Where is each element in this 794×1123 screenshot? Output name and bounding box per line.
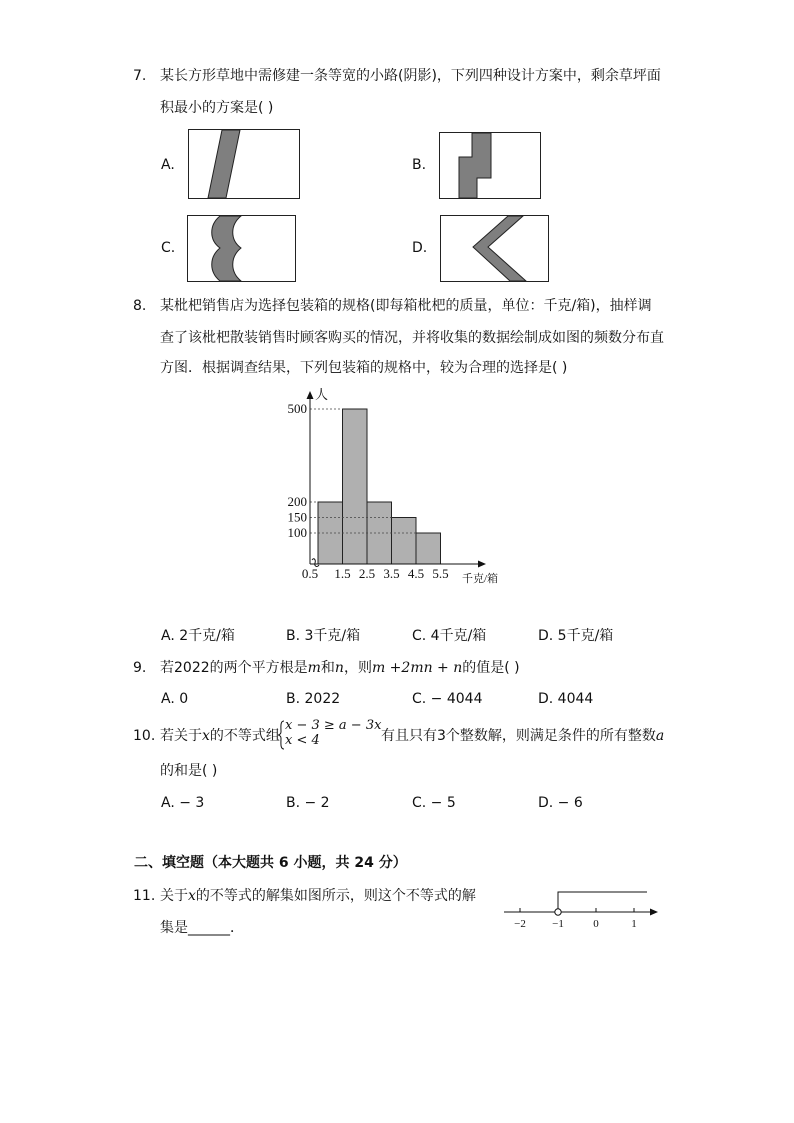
q9-text-and: 和: [320, 660, 335, 676]
q8-option-b: B. 3千克/箱: [286, 628, 361, 644]
y-axis-label: 人: [315, 387, 329, 402]
histogram-bar-2: [343, 409, 368, 564]
q9-option-a: A. 0: [161, 691, 189, 707]
q7-option-b-label: B.: [412, 157, 427, 173]
q8-text-line2: 查了该枇杷散装销售时顾客购买的情况，并将收集的数据绘制成如图的频数分布直: [160, 330, 664, 346]
q8-number: 8.: [133, 298, 147, 314]
q8-option-a: A. 2千克/箱: [161, 628, 235, 644]
y-axis-arrow: [307, 391, 314, 399]
x-axis-arrow: [478, 561, 486, 568]
solution-ray: [558, 892, 647, 908]
q8-option-c: C. 4千克/箱: [412, 628, 487, 644]
q9-text: [160, 658, 520, 678]
q7-text-line1: 某长方形草地中需修建一条等宽的小路(阴影)，下列四种设计方案中，剩余草坪面: [160, 68, 661, 84]
q9-expression: m +2mn + n: [371, 660, 463, 676]
number-line-arrow: [650, 909, 658, 916]
q10-option-c: C. − 5: [412, 795, 456, 811]
x-tick-label-0: 0.5: [301, 566, 319, 581]
q11-text-line1: [160, 886, 476, 906]
q9-number: 9.: [133, 660, 147, 676]
y-tick-label-150: 150: [287, 509, 307, 525]
q9-option-d: D. 4044: [538, 691, 594, 707]
q11-text-pre: 关于: [160, 888, 188, 904]
q11-var-x: x: [188, 888, 196, 904]
x-tick-label-5: 5.5: [432, 566, 449, 581]
q9-text-mid: ，则: [343, 660, 372, 676]
q9-option-c: C. − 4044: [412, 691, 483, 707]
q10-number: 10.: [133, 728, 156, 744]
q10-text-post: [381, 726, 664, 746]
y-tick-label-100: 100: [287, 525, 307, 540]
x-tick-label-1: 1.5: [334, 566, 351, 581]
q9-var-n: n: [334, 660, 344, 676]
q7-figure-c: [187, 215, 296, 282]
y-tick-label-500: 500: [287, 401, 307, 416]
q11-number: 11.: [133, 888, 156, 904]
q7-figure-b: [439, 132, 541, 199]
q11-number-line: [500, 886, 662, 930]
q10-option-b: B. − 2: [286, 795, 330, 811]
open-endpoint: [555, 909, 561, 915]
q10-inequality-2: x < 4: [285, 733, 320, 748]
q9-text-post: 的值是( ): [462, 660, 520, 676]
q9-text-pre: 若2022的两个平方根是: [160, 660, 308, 676]
q8-option-d: D. 5千克/箱: [538, 628, 614, 644]
x-tick-label-2: 2.5: [358, 566, 376, 581]
y-tick-label-200: 200: [287, 494, 307, 509]
q11-text-post: 的不等式的解集如图所示，则这个不等式的解: [195, 888, 476, 904]
x-axis-label: 千克/箱: [462, 573, 499, 585]
x-tick-label-3: 3.5: [383, 566, 400, 581]
q9-var-m: m: [307, 660, 321, 676]
q9-option-b: B. 2022: [286, 691, 341, 707]
q10-var-a: a: [655, 728, 665, 744]
q10-option-a: A. − 3: [161, 795, 205, 811]
label-minus-1: −1: [552, 918, 564, 930]
label-minus-2: −2: [514, 918, 526, 930]
q10-text-line2: 的和是( ): [160, 763, 218, 779]
q7-text-line2: 积最小的方案是( ): [160, 100, 274, 116]
q7-option-c-label: C.: [161, 240, 176, 256]
q7-option-a-label: A.: [161, 157, 175, 173]
q10-text-post-1: 有且只有3个整数解，则满足条件的所有整数: [381, 728, 656, 744]
histogram-bar-5: [416, 533, 441, 564]
label-0: 0: [593, 918, 599, 930]
histogram-bar-4: [392, 518, 417, 565]
q7-figure-d: [440, 215, 549, 282]
q8-text-line1: 某枇杷销售店为选择包装箱的规格(即每箱枇杷的质量，单位：千克/箱)，抽样调: [160, 298, 652, 314]
q8-text-line3: 方图．根据调查结果，下列包装箱的规格中，较为合理的选择是( ): [160, 360, 568, 376]
q10-brace: [277, 720, 285, 750]
q10-text-pre: [160, 726, 280, 746]
q11-text-line2: 集是______．: [160, 920, 244, 936]
x-tick-label-4: 4.5: [407, 566, 425, 581]
q10-text-mid: 的不等式组: [209, 728, 280, 744]
frequency-histogram: [270, 385, 520, 590]
q7-option-d-label: D.: [412, 240, 428, 256]
section-2-title: 二、填空题（本大题共 6 小题，共 24 分）: [134, 855, 407, 871]
q10-text-pre-1: 若关于: [160, 728, 202, 744]
q7-figure-a: [188, 129, 300, 199]
q7-number: 7.: [133, 68, 147, 84]
q10-var-x: x: [202, 728, 210, 744]
q10-inequality-1: x − 3 ≥ a − 3x: [285, 718, 382, 733]
label-1: 1: [631, 918, 637, 930]
q10-option-d: D. − 6: [538, 795, 583, 811]
